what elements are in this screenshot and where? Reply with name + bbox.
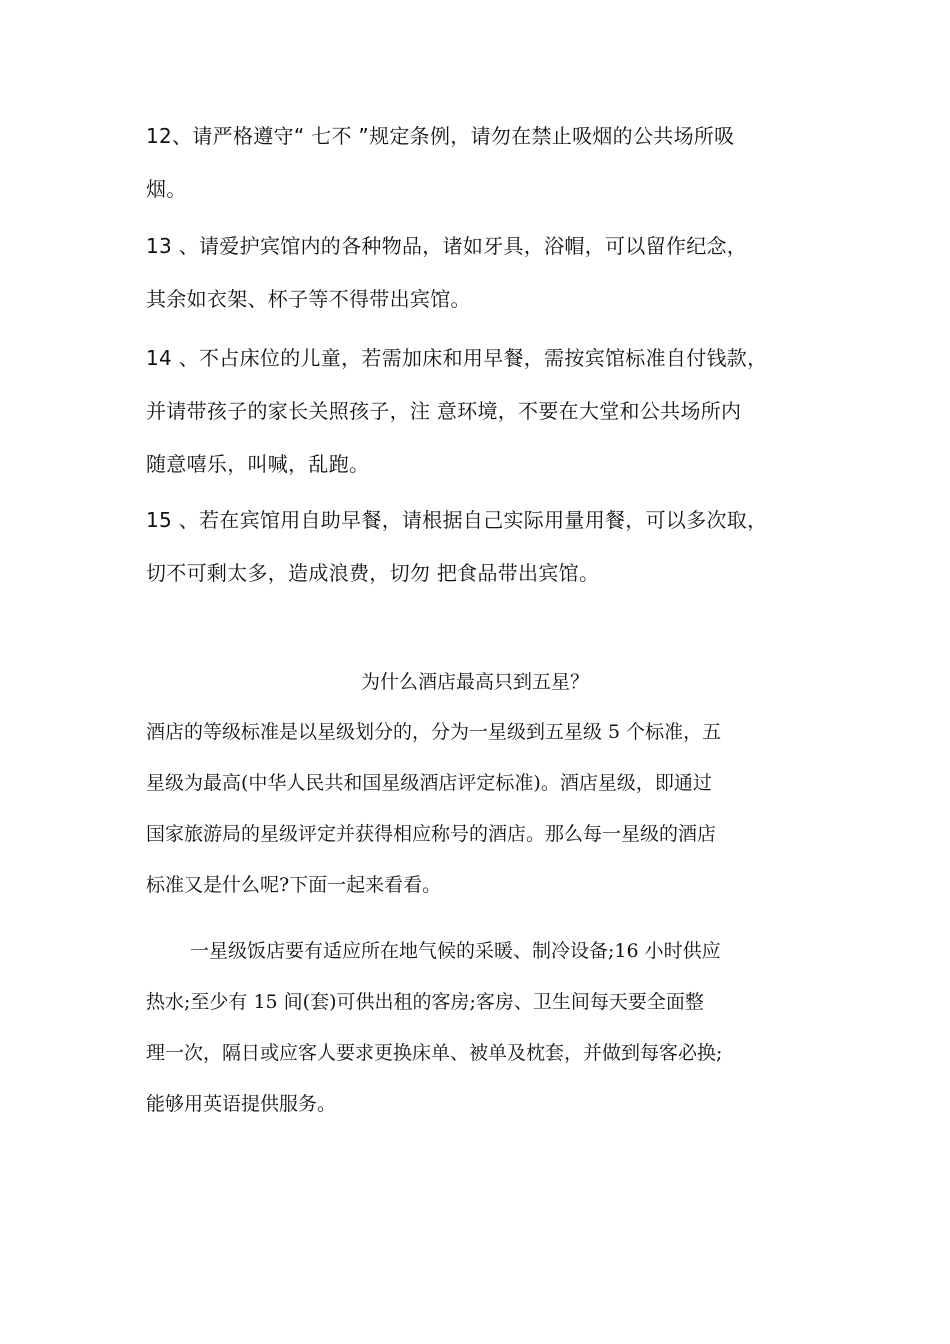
rule-line: 13 、请爱护宾馆内的各种物品，诸如牙具，浴帽，可以留作纪念， [146, 234, 748, 258]
article-intro [146, 707, 811, 911]
one-star-line: 热水;至少有 15 间(套)可供出租的客房;客房、卫生间每天要全面整 [146, 991, 704, 1013]
intro-line: 酒店的等级标准是以星级划分的，分为一星级到五星级 5 个标准，五 [146, 721, 722, 743]
one-star-line: 能够用英语提供服务。 [146, 1093, 337, 1115]
rule-12 [146, 110, 811, 216]
rule-15 [146, 494, 811, 600]
rule-line: 14 、不占床位的儿童，若需加床和用早餐，需按宾馆标准自付钱款， [146, 346, 768, 370]
rule-line: 烟。 [146, 177, 187, 201]
one-star-paragraph [146, 926, 811, 1130]
rule-line: 其余如衣架、杯子等不得带出宾馆。 [146, 287, 471, 311]
rule-line: 15 、若在宾馆用自助早餐，请根据自己实际用量用餐，可以多次取， [146, 508, 768, 532]
intro-line: 国家旅游局的星级评定并获得相应称号的酒店。那么每一星级的酒店 [146, 823, 717, 845]
rule-line: 随意嘻乐，叫喊，乱跑。 [146, 452, 370, 476]
rule-line: 并请带孩子的家长关照孩子，注 意环境，不要在大堂和公共场所内 [146, 399, 742, 423]
rule-14 [146, 332, 811, 491]
intro-line: 标准又是什么呢?下面一起来看看。 [146, 874, 442, 896]
one-star-line: 理一次，隔日或应客人要求更换床单、被单及枕套，并做到每客必换; [146, 1042, 723, 1064]
rule-13 [146, 220, 811, 326]
intro-line: 星级为最高(中华人民共和国星级酒店评定标准)。酒店星级，即通过 [146, 772, 712, 794]
rule-line: 切不可剩太多，造成浪费，切勿 把食品带出宾馆。 [146, 561, 600, 585]
rule-line: 12、请严格遵守“ 七不 ”规定条例，请勿在禁止吸烟的公共场所吸 [146, 124, 735, 148]
one-star-line: 一星级饭店要有适应所在地气候的采暖、制冷设备;16 小时供应 [190, 940, 721, 962]
article-title: 为什么酒店最高只到五星？ [360, 671, 589, 693]
